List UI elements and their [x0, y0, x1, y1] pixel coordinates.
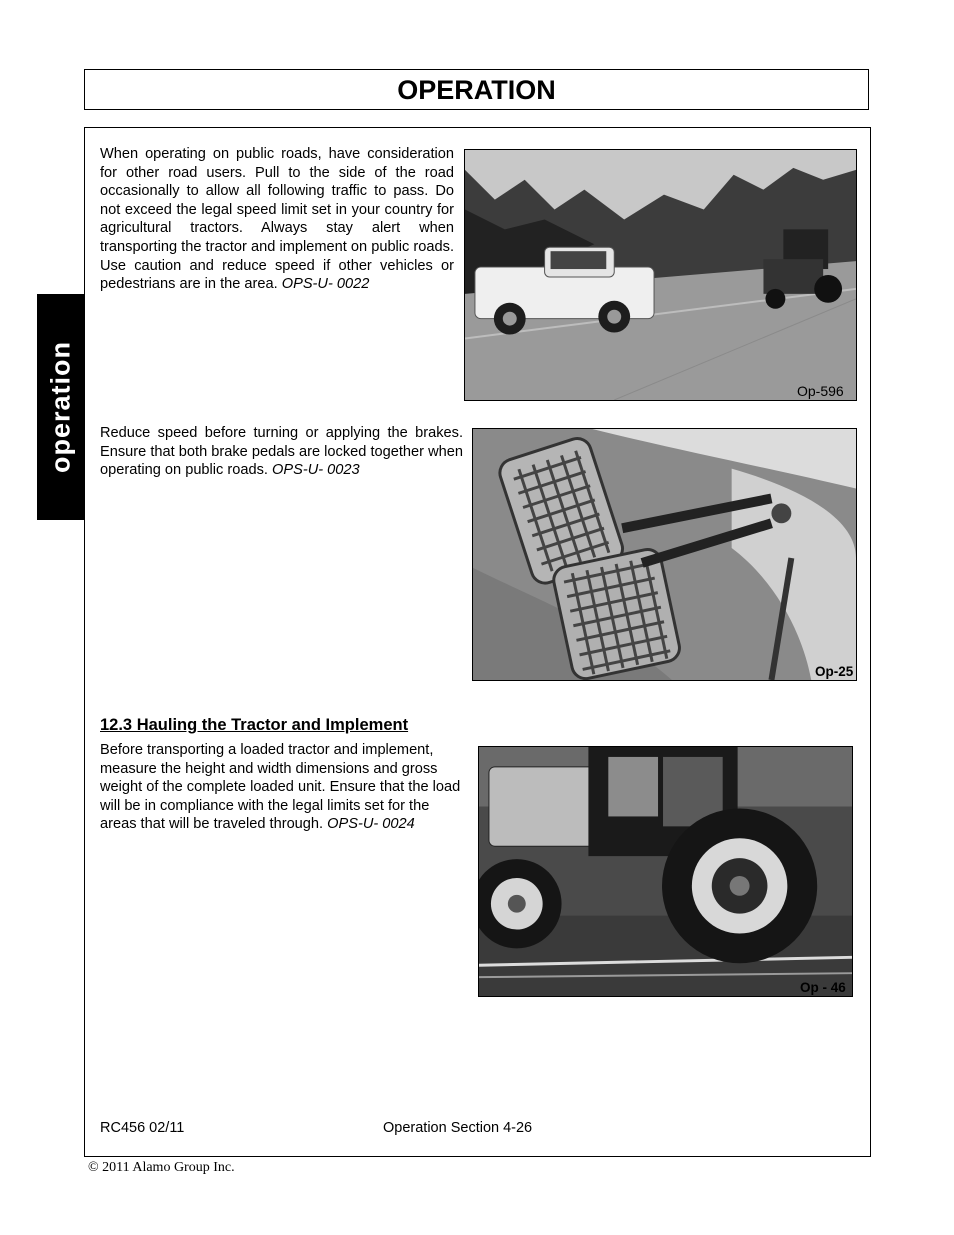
figure-label-op-596: Op-596: [797, 383, 844, 399]
hauling-paragraph: [100, 741, 461, 834]
copyright-notice: © 2011 Alamo Group Inc.: [88, 1160, 235, 1175]
tractor-on-trailer-image: [479, 747, 852, 996]
section-side-tab: [37, 294, 85, 520]
brakes-text: Reduce speed before turning or applying the brakes. Ensure that both brake pedals are locked together when operating on public roads.: [100, 425, 463, 479]
brake-pedals-image: [473, 429, 856, 680]
photo-road-traffic: [464, 149, 857, 401]
photo-tractor-on-trailer: [478, 746, 853, 997]
footer-model-date: RC456 02/11: [100, 1120, 185, 1136]
photo-brake-pedals: [472, 428, 857, 681]
page-title: OPERATION: [397, 75, 556, 105]
section-heading-hauling: 12.3 Hauling the Tractor and Implement: [100, 716, 409, 734]
public-roads-paragraph: [100, 145, 454, 294]
road-traffic-image: [465, 150, 856, 400]
footer-page-number: Operation Section 4-26: [383, 1120, 533, 1136]
rear-tire-shape: [662, 809, 817, 964]
public-roads-text: When operating on public roads, have consideration for other road users. Pull to the side of the road occasionally to allow all following traffic to pass. Do not exceed the legal speed limit set in your country for agricultural tractors. Always stay alert when transporting the tractor and implement on public roads. Use caution and reduce speed if other vehicles or pedestrians are in the area.: [100, 146, 454, 293]
hauling-text: Before transporting a loaded tractor and implement, measure the height and width dimensions and gross weight of the complete loaded unit. Ensure that the load will be in compliance with the legal limits set for the areas that will be traveled through.: [100, 742, 461, 833]
page-header: [84, 69, 869, 110]
figure-label-op-25: Op-25: [815, 664, 854, 679]
ops-code-0024: OPS-U- 0024: [327, 816, 415, 833]
ops-code-0023: OPS-U- 0023: [272, 462, 360, 479]
lower-pedal-shape: [551, 547, 682, 680]
side-tab-label: operation: [45, 340, 76, 474]
ops-code-0022: OPS-U- 0022: [281, 276, 370, 293]
figure-label-op-46: Op - 46: [800, 980, 846, 995]
brakes-paragraph: [100, 424, 463, 480]
